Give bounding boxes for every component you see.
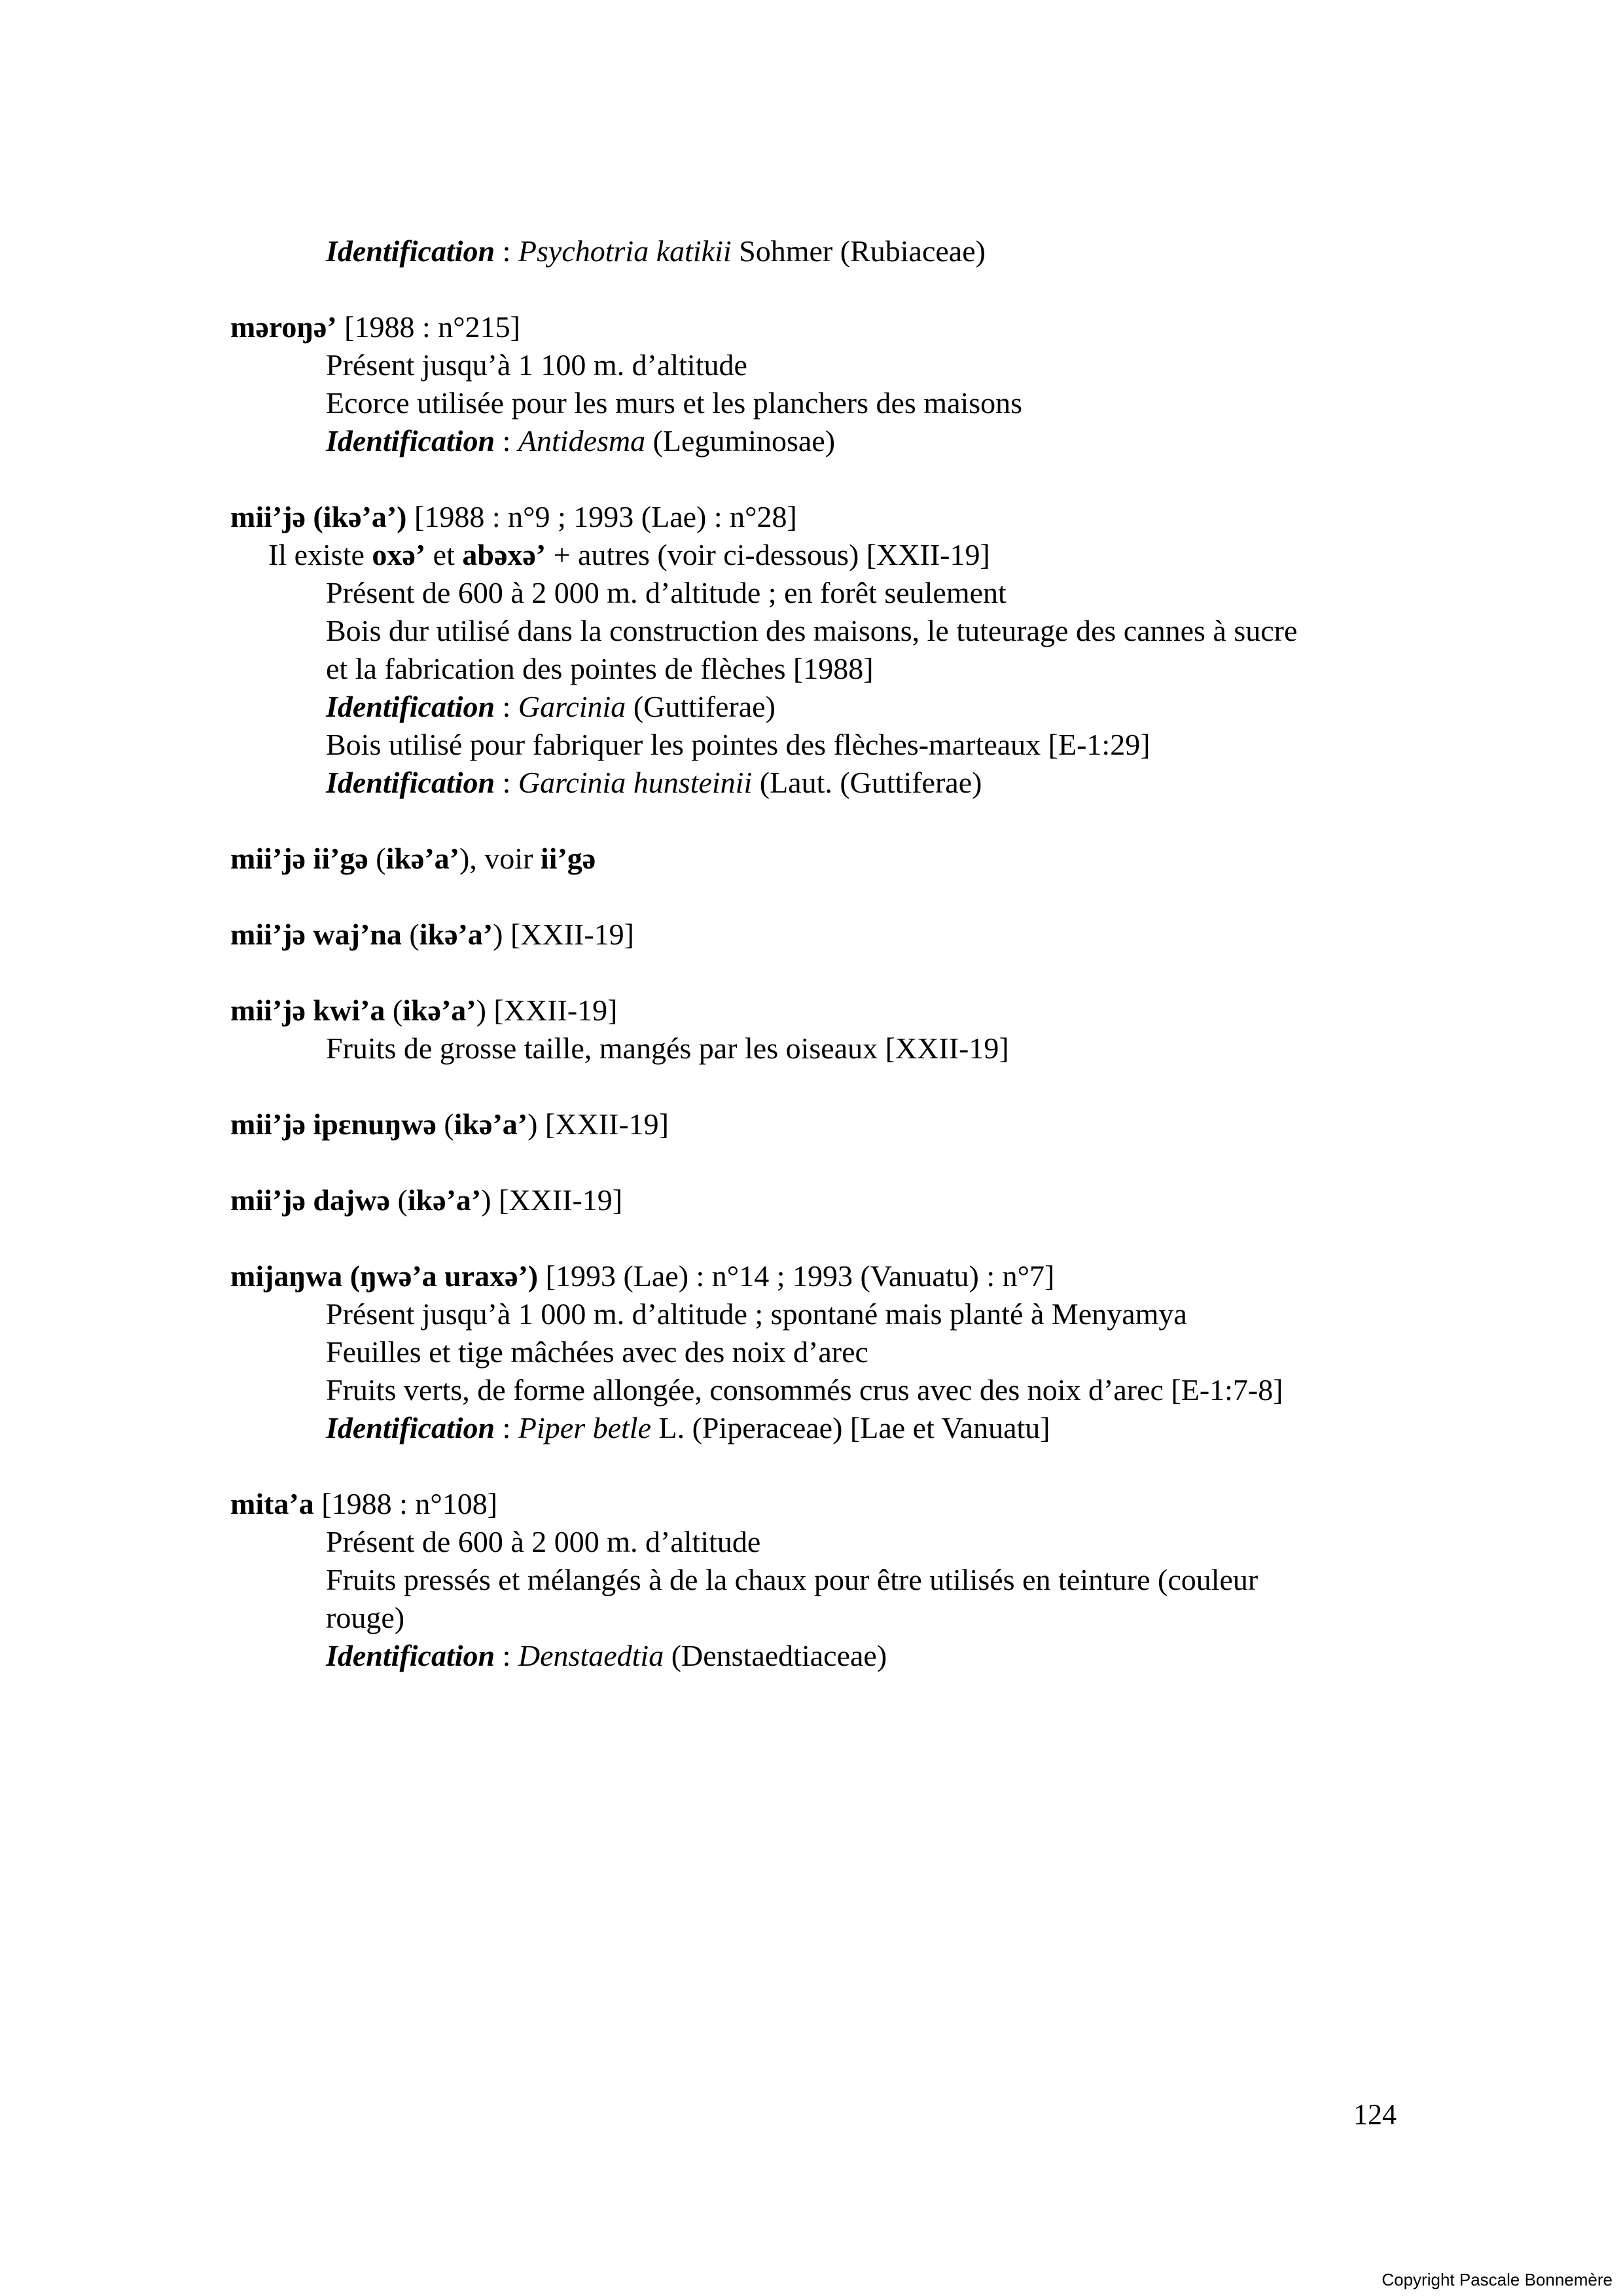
reference: [1988 : n°215] xyxy=(336,310,520,344)
entry-heading xyxy=(230,840,1408,878)
entry-line: Feuilles et tige mâchées avec des noix d’arec xyxy=(326,1335,868,1369)
reference: [XXII-19] xyxy=(491,1183,623,1217)
entry-line: rouge) xyxy=(326,1601,405,1634)
identification-label: Identification xyxy=(326,424,495,457)
entry-heading xyxy=(230,1181,1408,1219)
species-name: Piper betle xyxy=(518,1411,651,1444)
entry-heading xyxy=(230,1105,1408,1143)
entry-heading xyxy=(230,916,1408,954)
entry-heading xyxy=(230,498,1408,536)
separator: : xyxy=(495,234,518,268)
paren-close: ) xyxy=(481,1183,491,1217)
separator: : xyxy=(495,690,518,723)
headword: mijaŋwa (ŋwə’a uraxə’) xyxy=(230,1259,539,1293)
reference: [XXII-19] xyxy=(537,1107,669,1141)
identification-line xyxy=(230,1409,1408,1447)
headword: mita’a xyxy=(230,1487,314,1520)
gloss-term: ikə’a’ xyxy=(419,918,493,951)
headword: mii’jə waj’na xyxy=(230,918,402,951)
identification-label: Identification xyxy=(326,690,495,723)
separator: : xyxy=(495,424,518,457)
species-name: Denstaedtia xyxy=(518,1639,664,1672)
entry-heading xyxy=(230,308,1408,346)
variants-line xyxy=(230,536,1408,574)
paren-close: ) xyxy=(476,994,486,1027)
gloss-term: ikə’a’ xyxy=(407,1183,482,1217)
identification-line xyxy=(230,764,1408,802)
headword: mii’jə kwi’a xyxy=(230,994,385,1027)
entry-line: Bois dur utilisé dans la construction des maisons, le tuteurage des cannes à sucre xyxy=(326,614,1298,647)
entry-line: et la fabrication des pointes de flèches [1988] xyxy=(326,652,874,685)
cross-reference: ii’gə xyxy=(540,842,596,875)
paren-close: ) xyxy=(527,1107,538,1141)
identification-line xyxy=(230,1637,1408,1675)
reference: [1988 : n°108] xyxy=(313,1487,498,1520)
headword: mii’jə dajwə xyxy=(230,1183,390,1217)
species-family: (Leguminosae) xyxy=(645,424,836,457)
headword: mii’jə ii’gə xyxy=(230,842,368,875)
dictionary-entries xyxy=(230,232,1408,1675)
page-number: 124 xyxy=(1353,2098,1397,2130)
variants-prefix: Il existe xyxy=(268,538,372,571)
paren-close: ), voir xyxy=(459,842,541,875)
paren-open: ( xyxy=(385,994,403,1027)
separator: : xyxy=(495,1639,518,1672)
identification-label: Identification xyxy=(326,1411,495,1444)
paren-open: ( xyxy=(389,1183,408,1217)
reference: [1993 (Lae) : n°14 ; 1993 (Vanuatu) : n°7] xyxy=(538,1259,1055,1293)
entry-line: Présent de 600 à 2 000 m. d’altitude ; en forêt seulement xyxy=(326,576,1007,609)
entry-line: Ecorce utilisée pour les murs et les planchers des maisons xyxy=(326,386,1023,420)
identification-label: Identification xyxy=(326,1639,495,1672)
variant-term: abəxə’ xyxy=(462,538,546,571)
species-family: (Laut. (Guttiferae) xyxy=(752,766,982,799)
gloss-term: ikə’a’ xyxy=(402,994,476,1027)
identification-label: Identification xyxy=(326,234,495,268)
entry-line: Présent jusqu’à 1 000 m. d’altitude ; spontané mais planté à Menyamya xyxy=(326,1297,1187,1331)
identification-label: Identification xyxy=(326,766,495,799)
paren-open: ( xyxy=(368,842,386,875)
entry-line: Présent de 600 à 2 000 m. d’altitude xyxy=(326,1525,761,1558)
reference: [XXII-19] xyxy=(486,994,618,1027)
headword: məroŋə’ xyxy=(230,310,337,344)
identification-line xyxy=(230,422,1408,460)
separator: : xyxy=(495,766,518,799)
identification-line xyxy=(230,232,1408,270)
variant-term: oxə’ xyxy=(372,538,426,571)
species-name: Garcinia hunsteinii xyxy=(518,766,753,799)
paren-open: ( xyxy=(436,1107,454,1141)
identification-line xyxy=(230,688,1408,726)
entry-line: Bois utilisé pour fabriquer les pointes des flèches-marteaux [E-1:29] xyxy=(326,728,1150,761)
copyright-notice: Copyright Pascale Bonnemère xyxy=(1382,2270,1613,2289)
species-family: L. (Piperaceae) [Lae et Vanuatu] xyxy=(651,1411,1050,1444)
reference: [1988 : n°9 ; 1993 (Lae) : n°28] xyxy=(406,500,797,533)
paren-open: ( xyxy=(401,918,419,951)
entry-line: Fruits de grosse taille, mangés par les oiseaux [XXII-19] xyxy=(326,1031,1009,1065)
species-family: Sohmer (Rubiaceae) xyxy=(731,234,986,268)
reference: [XXII-19] xyxy=(503,918,634,951)
headword: mii’jə (ikə’a’) xyxy=(230,500,407,533)
headword: mii’jə ipɛnuŋwə xyxy=(230,1107,437,1141)
paren-close: ) xyxy=(493,918,503,951)
entry-line: Fruits verts, de forme allongée, consommés crus avec des noix d’arec [E-1:7-8] xyxy=(326,1373,1283,1407)
entry-line: Présent jusqu’à 1 100 m. d’altitude xyxy=(326,348,747,382)
species-name: Psychotria katikii xyxy=(518,234,732,268)
entry-heading xyxy=(230,992,1408,1030)
variants-conjunction: et xyxy=(425,538,463,571)
entry-heading xyxy=(230,1485,1408,1523)
species-name: Garcinia xyxy=(518,690,626,723)
species-family: (Guttiferae) xyxy=(626,690,776,723)
species-family: (Denstaedtiaceae) xyxy=(664,1639,887,1672)
gloss-term: ikə’a’ xyxy=(385,842,459,875)
species-name: Antidesma xyxy=(518,424,646,457)
gloss-term: ikə’a’ xyxy=(454,1107,528,1141)
variants-rest: + autres (voir ci-dessous) [XXII-19] xyxy=(546,538,990,571)
separator: : xyxy=(495,1411,518,1444)
entry-heading xyxy=(230,1257,1408,1295)
entry-line: Fruits pressés et mélangés à de la chaux pour être utilisés en teinture (couleur xyxy=(326,1563,1258,1596)
